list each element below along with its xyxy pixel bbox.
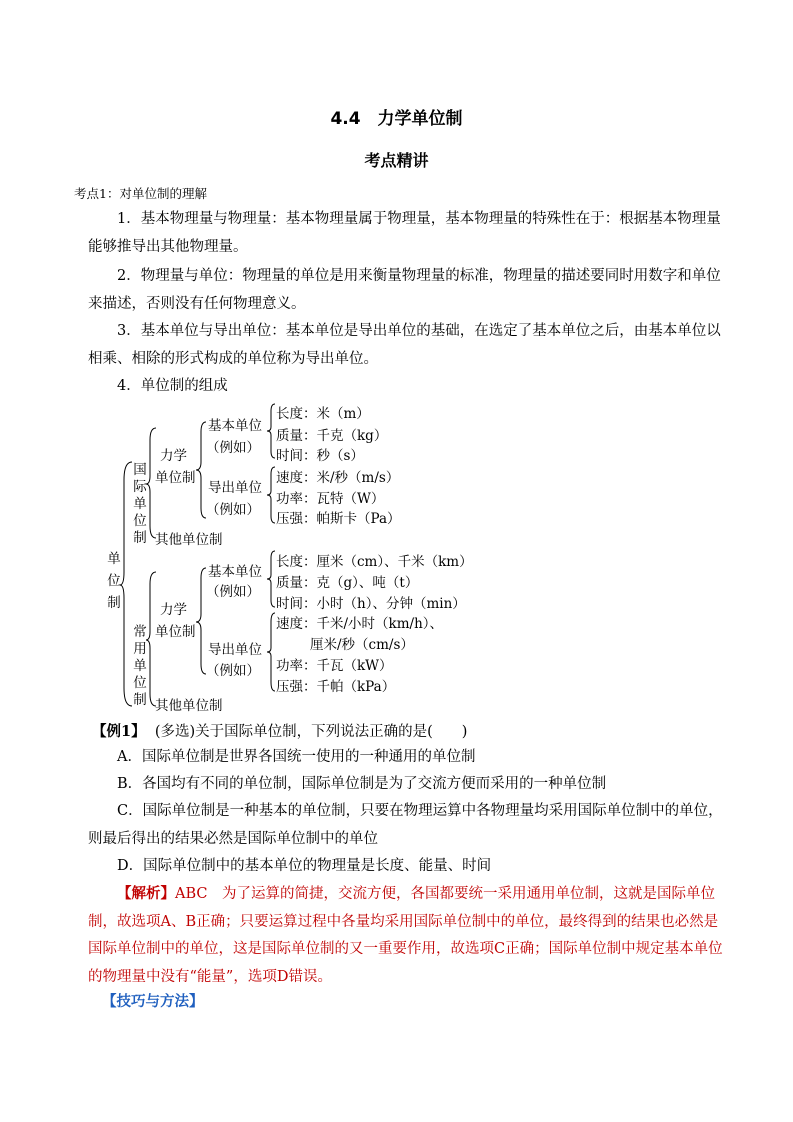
intl-derived-brace bbox=[266, 466, 276, 524]
intl-derived-item-3: 压强：帕斯卡（Pa） bbox=[276, 511, 401, 527]
common-derived-item-4: 压强：千帕（kPa） bbox=[276, 679, 396, 695]
paragraph-2: 2．物理量与单位：物理量的单位是用来衡量物理量的标准，物理量的描述要同时用数字和单位来描述，否则没有任何物理意义。 bbox=[88, 268, 721, 312]
tree-intl-label: 国际单位制 bbox=[133, 462, 147, 546]
tips-label: 【技巧与方法】 bbox=[102, 993, 204, 1010]
section-heading: 考点1：对单位制的理解 bbox=[74, 186, 207, 201]
paragraph-1: 1．基本物理量与物理量：基本物理量属于物理量，基本物理量的特殊性在于：根据基本物理量能够推导出其他物理量。 bbox=[88, 211, 721, 255]
common-base-brace bbox=[266, 550, 276, 608]
option-a: A．国际单位制是世界各国统一使用的一种通用的单位制 bbox=[117, 749, 476, 765]
common-derived-item-3: 功率：千瓦（kW） bbox=[276, 658, 393, 674]
common-mech2: 单位制 bbox=[155, 624, 196, 640]
intl-base: 基本单位 bbox=[208, 418, 262, 434]
intl-mech: 力学 bbox=[160, 448, 187, 464]
intl-other: 其他单位制 bbox=[155, 532, 223, 548]
common-derived-brace bbox=[266, 612, 276, 692]
page-title: 4.4 力学单位制 bbox=[330, 109, 463, 129]
example-question: (多选)关于国际单位制，下列说法正确的是( ) bbox=[154, 724, 468, 740]
analysis-text: ABC 为了运算的简捷，交流方便，各国都要统一采用通用单位制，这就是国际单位制，故选项A、B正确；只要运算过程中各量均采用国际单位制中的单位，最终得到的结果也必然是国际单位制中的单位，这是国际单位制的又一重要作用，故选项C正确；国际单位制中规定基本单位的物理量中没有“能量”，选项D错误。 bbox=[88, 886, 723, 985]
intl-derived: 导出单位 bbox=[208, 480, 262, 496]
common-base-eg: （例如） bbox=[206, 584, 260, 600]
option-b: B．各国均有不同的单位制，国际单位制是为了交流方便而采用的一种单位制 bbox=[117, 776, 607, 792]
paragraph-3: 3．基本单位与导出单位：基本单位是导出单位的基础，在选定了基本单位之后，由基本单位以相乘、相除的形式构成的单位称为导出单位。 bbox=[88, 323, 721, 367]
analysis-paragraph bbox=[88, 880, 724, 991]
intl-base-eg: （例如） bbox=[206, 440, 260, 456]
intl-base-item-2: 质量：千克（kg） bbox=[276, 428, 388, 444]
common-derived-item-1: 速度：千米/小时（km/h）、 bbox=[276, 616, 444, 632]
common-brace bbox=[146, 570, 158, 710]
option-d: D．国际单位制中的基本单位的物理量是长度、能量、时间 bbox=[117, 858, 492, 874]
common-base-item-2: 质量：克（g）、吨（t） bbox=[276, 575, 419, 591]
common-base: 基本单位 bbox=[208, 564, 262, 580]
intl-derived-eg: （例如） bbox=[206, 502, 260, 518]
intl-mech2: 单位制 bbox=[155, 470, 196, 486]
intl-base-item-1: 长度：米（m） bbox=[276, 406, 370, 422]
common-base-item-3: 时间：小时（h）、分钟（min） bbox=[276, 596, 466, 612]
paragraph-4: 4．单位制的组成 bbox=[117, 378, 228, 394]
intl-base-item-3: 时间：秒（s） bbox=[276, 448, 364, 464]
example-question-line bbox=[92, 718, 467, 746]
tree-root: 单位制 bbox=[107, 551, 121, 611]
page-subtitle: 考点精讲 bbox=[364, 151, 429, 170]
common-base-item-1: 长度：厘米（cm）、千米（km） bbox=[276, 554, 473, 570]
common-derived: 导出单位 bbox=[208, 642, 262, 658]
intl-base-brace bbox=[266, 403, 276, 459]
option-c: C．国际单位制是一种基本的单位制，只要在物理运算中各物理量均采用国际单位制中的单位，则最后得出的结果必然是国际单位制中的单位 bbox=[88, 803, 723, 847]
common-other: 其他单位制 bbox=[155, 698, 223, 714]
common-mech: 力学 bbox=[160, 602, 187, 618]
common-derived-eg: （例如） bbox=[206, 663, 260, 679]
common-derived-item-2: 厘米/秒（cm/s） bbox=[310, 637, 414, 653]
tree-common-label: 常用单位制 bbox=[133, 624, 147, 708]
intl-derived-item-1: 速度：米/秒（m/s） bbox=[276, 470, 400, 486]
example-label: 【例1】 bbox=[92, 723, 146, 740]
analysis-label: 【解析】 bbox=[117, 885, 175, 902]
intl-derived-item-2: 功率：瓦特（W） bbox=[276, 491, 385, 507]
